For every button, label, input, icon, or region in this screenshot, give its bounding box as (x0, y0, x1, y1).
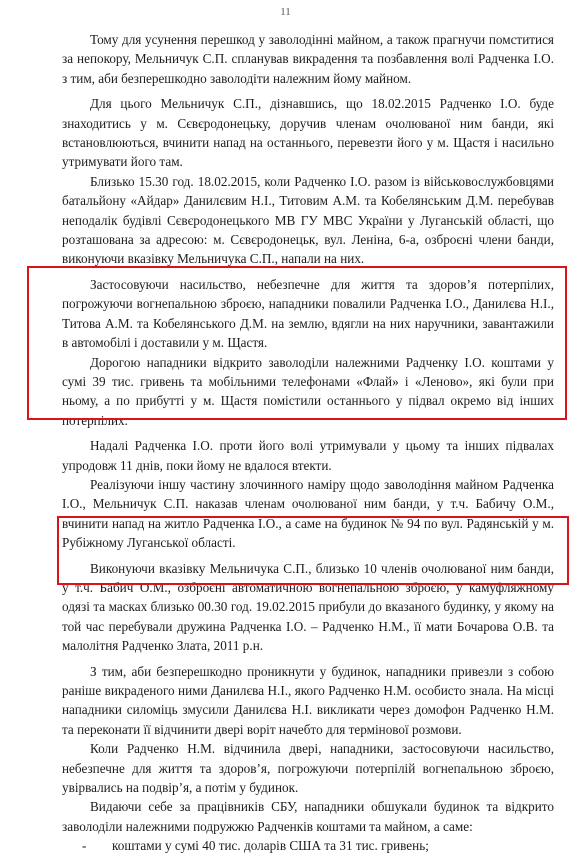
paragraph: Видаючи себе за працівників СБУ, нападники обшукали будинок та відкрито заволоділи належними подружжю Радченків коштами та майном, а саме: (62, 799, 554, 834)
paragraph: З тим, аби безперешкодно проникнути у будинок, нападники привезли з собою раніше викраденого ними Данилєва Н.І., якого Радченко Н.М. особисто знала. На місці нападники силоміць змусили Данилєва Н.І. викликати через домофон Радченко Н.М. та переконати її відчинити двері воріт начебто для термінової розмови. (62, 663, 554, 737)
paragraph: Надалі Радченка І.О. проти його волі утримували у цьому та інших підвалах упродовж 11 днів, поки йому не вдалося втекти. (62, 438, 554, 473)
paragraph: Для цього Мельничук С.П., дізнавшись, що 18.02.2015 Радченко І.О. буде знаходитись у м. Сєвєродонецьку, доручив членам очолюваної ним банди, які встановлюються, вчинити напад на останнього, перевезти його у м. Щастя і насильно утримувати його там. (62, 96, 554, 170)
paragraph: Застосовуючи насильство, небезпечне для життя та здоров’я потерпілих, погрожуючи вогнепальною зброєю, нападники повалили Радченка І.О., Данилєва Н.І., Титова А.М. та Кобелянського Д.М. на землю, вдягли на них наручники, завантажили в автомобілі і доставили у м. Щастя. (62, 276, 554, 351)
paragraph: Коли Радченко Н.М. відчинила двері, нападники, застосовуючи насильство, небезпечне для життя та здоров’я, погрожуючи потерпілій вогнепальною зброєю, увірвались на подвір’я, а потім у будинок. (62, 741, 554, 796)
document-body (62, 30, 554, 856)
paragraph: Виконуючи вказівку Мельничука С.П., близько 10 членів очолюваної ним банди, у т.ч. Бабич О.М., озброєні автоматичною вогнепальною зброєю, у камуфляжному одязі та масках близько 00.30 год. 19.02.2015 прибули до вказаного будинку, у якому на той час перебували дружина Радченка І.О. – Радченко Н.М., її мати Бочарова О.В. та малолітня Радченко Злата, 2011 р.н. (62, 560, 554, 654)
bullet-marker: - (82, 838, 87, 854)
page-number: 11 (280, 6, 291, 18)
bullet-text: коштами у сумі 40 тис. доларів США та 31 тис. гривень; (112, 838, 429, 854)
paragraph: Близько 15.30 год. 18.02.2015, коли Радченко І.О. разом із військовослужбовцями батальйону «Айдар» Данилєвим Н.І., Титовим А.М. та Кобелянським Д.М. перебував неподалік будівлі Сєвєродонецького МВ ГУ МВС України у Луганській області, що розташована за адресою: м. Сєвєродонецьк, вул. Леніна, 6-а, озброєні члени банди, виконуючи вказівку Мельничука С.П., напали на них. (62, 173, 554, 267)
paragraph: Реалізуючи іншу частину злочинного наміру щодо заволодіння майном Радченка І.О., Мельничук С.П. наказав членам очолюваної ним банди, у т.ч. Бабичу О.М., вчинити напад на житло Радченка І.О., а саме на будинок № 94 по вул. Радянській у м. Рубіжному Луганської області. (62, 476, 554, 551)
paragraph: Дорогою нападники відкрито заволоділи належними Радченку І.О. коштами у сумі 39 тис. гривень та мобільними телефонами «Флай» і «Леново», які були при ньому, а по прибутті у м. Щастя помістили останнього у підвал окремо від інших потерпілих. (62, 354, 554, 428)
paragraph: Тому для усунення перешкод у заволодінні майном, а також прагнучи помститися за непокору, Мельничук С.П. спланував викрадення та позбавлення волі Радченка І.О. з тим, аби безперешкодно заволодіти належним йому майном. (62, 32, 554, 86)
bullet-list-item (62, 836, 554, 855)
